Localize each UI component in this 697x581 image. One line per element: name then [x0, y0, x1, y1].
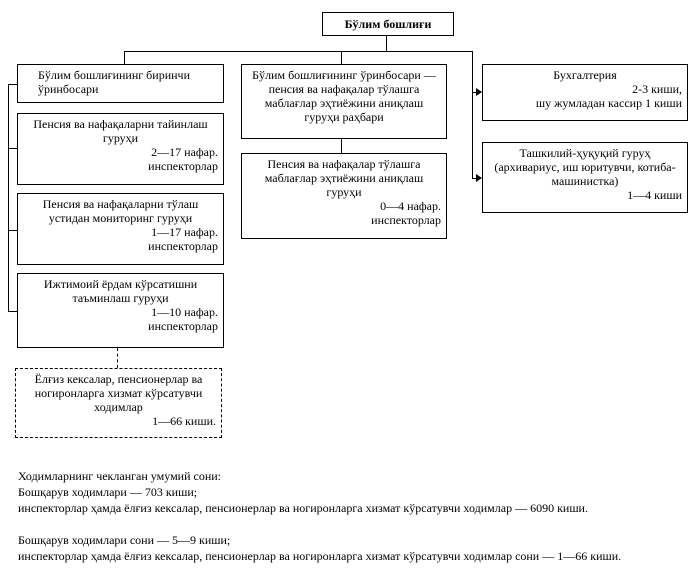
- middle-group-role: инспекторлар: [371, 213, 441, 227]
- middle-group-line2: маблағлар эҳтиёжини аниқлаш: [264, 171, 424, 185]
- carers-line3: ходимлар: [94, 400, 143, 414]
- left-group2-box: [17, 193, 224, 265]
- legal-line1: Ташкилий-ҳуқуқий гуруҳ: [519, 146, 651, 160]
- middle-group-line3: гуруҳи: [326, 185, 362, 199]
- carers-line2: ногиронларга хизмат кўрсатувчи: [34, 386, 203, 400]
- group1-role: инспекторлар: [148, 159, 218, 173]
- accounting-line1: Бухгалтерия: [553, 68, 617, 82]
- notes-spacer: [18, 516, 621, 532]
- group3-line1: Ижтимоий ёрдам кўрсатишни: [43, 277, 198, 291]
- connector-left-drop: [124, 51, 125, 64]
- notes-line4: Бошқарув ходимлари сони — 5—9 киши;: [18, 533, 231, 547]
- head-box: [322, 12, 454, 36]
- middle-deputy-line4: гуруҳи раҳбари: [304, 110, 384, 124]
- group1-count: 2—17 нафар.: [151, 145, 218, 159]
- group2-count: 1—17 нафар.: [151, 225, 218, 239]
- carers-box: [15, 368, 222, 438]
- connector-top-bus: [124, 51, 472, 52]
- middle-group-box: [241, 153, 447, 239]
- group2-role: инспекторлар: [148, 239, 218, 253]
- left-deputy-box: [17, 64, 224, 103]
- notes-line2: Бошқарув ходимлари — 703 киши;: [18, 485, 198, 499]
- group2-line1: Пенсия ва нафақаларни тўлаш: [42, 197, 199, 211]
- connector-left-g2: [8, 230, 17, 231]
- connector-left-g1: [8, 148, 17, 149]
- legal-line2: (архивариус, иш юритувчи, котиба-: [494, 160, 676, 174]
- connector-right-trunk: [472, 51, 473, 178]
- legal-line3: машинистка): [551, 174, 619, 188]
- middle-deputy-line2: пенсия ва нафақалар тўлашга: [268, 82, 420, 96]
- accounting-line2: 2-3 киши,: [632, 82, 682, 96]
- connector-dashed-carers: [117, 348, 118, 368]
- connector-left-trunk: [8, 84, 9, 311]
- group2-line2: устидан мониторинг гуруҳи: [48, 211, 193, 225]
- head-title: Бўлим бошлиғи: [344, 17, 432, 31]
- left-group3-box: [17, 273, 224, 348]
- connector-middle-drop: [341, 51, 342, 64]
- middle-deputy-line3: маблағлар эҳтиёжини аниқлаш: [264, 96, 424, 110]
- middle-deputy-box: [241, 64, 447, 139]
- left-group1-box: [17, 113, 224, 185]
- carers-count: 1—66 киши.: [152, 414, 216, 428]
- left-deputy-line2: ўринбосари: [38, 82, 99, 96]
- group1-line1: Пенсия ва нафақаларни тайинлаш: [33, 117, 208, 131]
- connector-middle-inner: [341, 139, 342, 153]
- carers-line1: Ёлғиз кексалар, пенсионерлар ва: [34, 372, 203, 386]
- group3-count: 1—10 нафар.: [151, 305, 218, 319]
- accounting-box: [482, 64, 688, 121]
- accounting-line3: шу жумладан кассир 1 киши: [535, 96, 682, 110]
- legal-count: 1—4 киши: [627, 188, 682, 202]
- connector-head-down: [386, 36, 387, 51]
- middle-group-count: 0—4 нафар.: [380, 199, 441, 213]
- left-deputy-line1: Бўлим бошлиғининг биринчи: [38, 68, 191, 82]
- connector-left-g3: [8, 311, 17, 312]
- middle-deputy-line1: Бўлим бошлиғининг ўринбосари —: [252, 68, 436, 82]
- notes-line1: Ходимларнинг чекланган умумий сони:: [18, 469, 222, 483]
- staff-limits-notes: [18, 468, 621, 564]
- notes-line5: инспекторлар ҳамда ёлғиз кексалар, пенсионерлар ва ногиронларга хизмат кўрсатувчи ходимлар сони — 1—66 киши.: [18, 549, 622, 563]
- group1-line2: гуруҳи: [102, 131, 139, 145]
- group3-line2: таъминлаш гуруҳи: [72, 291, 169, 305]
- notes-line3: инспекторлар ҳамда ёлғиз кексалар, пенсионерлар ва ногиронларга хизмат кўрсатувчи ходимлар — 6090 киши.: [18, 501, 588, 515]
- connector-left-deputy: [8, 84, 17, 85]
- group3-role: инспекторлар: [148, 319, 218, 333]
- middle-group-line1: Пенсия ва нафақалар тўлашга: [267, 157, 421, 171]
- legal-box: [482, 142, 688, 213]
